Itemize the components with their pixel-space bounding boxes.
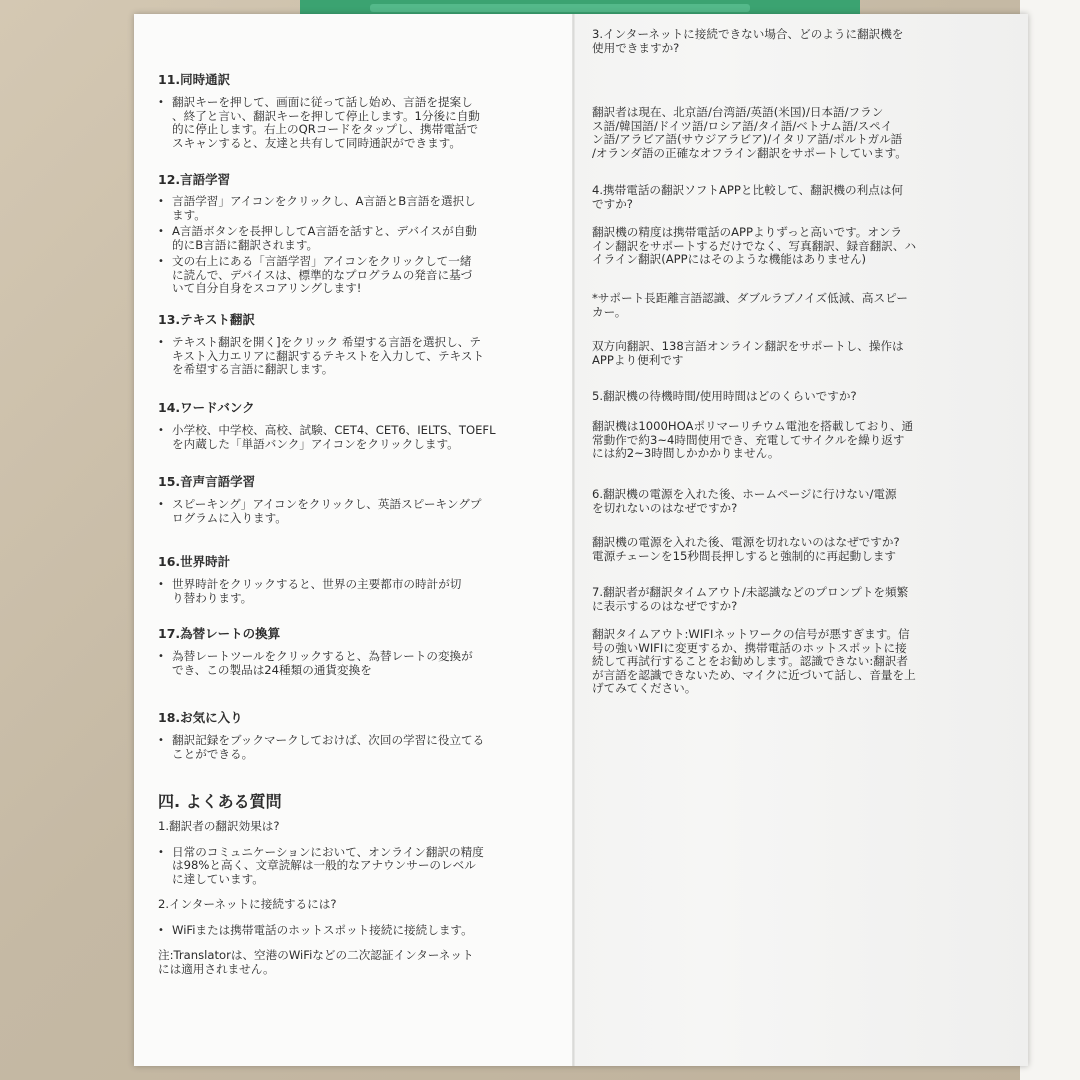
text-line: に読んで、デバイスは、標準的なプログラムの発音に基づ xyxy=(172,267,473,282)
text-line: 4.携帯電話の翻訳ソフトAPPと比較して、翻訳機の利点は何 xyxy=(592,183,903,197)
text-line: キスト入力エリアに翻訳するテキストを入力して、テキスト xyxy=(172,348,485,363)
faq-question-7 xyxy=(592,586,1012,613)
text-line: ログラムに入ります。 xyxy=(172,510,287,525)
text-line: に達しています。 xyxy=(172,871,264,886)
bullet-item xyxy=(158,255,558,296)
section-heading: 16.世界時計 xyxy=(158,554,231,569)
section-heading: 11.同時通訳 xyxy=(158,72,231,87)
bullet-item xyxy=(158,424,558,451)
text-line: が言語を認識できないため、マイクに近づいて話し、音量を上 xyxy=(592,667,916,682)
text-line: 7.翻訳者が翻訳タイムアウト/未認識などのプロンプトを頻繁 xyxy=(592,585,909,599)
faq-question-3 xyxy=(592,28,1012,55)
faq-answer-4 xyxy=(592,226,1012,267)
text-line: 翻訳機は1000HOAポリマーリチウム電池を搭載しており、通 xyxy=(592,419,914,433)
faq-question-1 xyxy=(158,820,558,834)
bullet-item xyxy=(158,924,558,938)
section-11 xyxy=(158,72,558,150)
text-line: を内蔵した「単語バンク」アイコンをクリックします。 xyxy=(172,436,459,451)
text-line: 翻訳機の電源を入れた後、電源を切れないのはなぜですか? xyxy=(592,535,900,549)
text-line: *サポート長距離言語認識、ダブルラブノイズ低減、高スピー xyxy=(592,291,908,305)
text-line: /オランダ語の正確なオフライン翻訳をサポートしています。 xyxy=(592,145,907,160)
text-line: り替わります。 xyxy=(172,590,253,605)
bullet-item xyxy=(158,96,558,150)
section-heading: 13.テキスト翻訳 xyxy=(158,312,255,327)
section-heading: 18.お気に入り xyxy=(158,710,243,725)
text-line: 号の強いWIFIに変更するか、携帯電話のホットスポットに接 xyxy=(592,640,907,655)
box-print xyxy=(370,4,750,12)
bullet-item xyxy=(158,734,558,761)
faq-note xyxy=(158,949,558,976)
bullet-item xyxy=(158,225,558,252)
bullet-item xyxy=(158,650,558,677)
section-heading: 12.言語学習 xyxy=(158,172,231,187)
text-line: を希望する言語に翻訳します。 xyxy=(172,362,334,376)
text-line: • 為替レートツールをクリックすると、為替レートの変換が xyxy=(172,649,473,663)
faq-question-5 xyxy=(592,390,1012,404)
text-line: を切れないのはなぜですか? xyxy=(592,500,738,515)
text-line: イン翻訳をサポートするだけでなく、写真翻訳、録音翻訳、ハ xyxy=(592,238,917,253)
text-line: げてみてください。 xyxy=(592,681,697,695)
section-17 xyxy=(158,626,558,677)
white-paper-edge xyxy=(1020,0,1080,1080)
text-line: ン語/アラビア語(サウジアラビア)/イタリア語/ポルトガル語 xyxy=(592,132,903,146)
leaflet-fold xyxy=(572,14,575,1066)
text-line: スキャンすると、友達と共有して同時通訳ができます。 xyxy=(172,135,461,150)
faq-section xyxy=(158,792,558,976)
manual-leaflet xyxy=(134,14,1028,1066)
text-line: • WiFiまたは携帯電話のホットスポット接続に接続します。 xyxy=(172,922,473,937)
text-line: でき、この製品は24種類の通貨変換を xyxy=(172,662,372,677)
text-line: 翻訳者は現在、北京語/台湾語/英語(米国)/日本語/フラン xyxy=(592,105,884,119)
text-line: 1.翻訳者の翻訳効果は? xyxy=(158,819,280,833)
faq-heading: 四. よくある質問 xyxy=(158,792,282,811)
section-14 xyxy=(158,400,558,451)
text-line: には適用されません。 xyxy=(158,961,275,976)
text-line: 常動作で約3~4時間使用でき、充電してサイクルを繰り返す xyxy=(592,432,905,447)
text-line: 的に停止します。右上のQRコードをタップし、携帯電話で xyxy=(172,122,479,136)
faq-answer-5 xyxy=(592,420,1012,461)
section-heading: 17.為替レートの換算 xyxy=(158,626,281,641)
text-line: • 翻訳キーを押して、画面に従って話し始め、言語を提案し xyxy=(172,95,473,109)
faq-answer-3 xyxy=(592,106,1012,160)
text-line: 3.インターネットに接続できない場合、どのように翻訳機を xyxy=(592,27,904,41)
text-line: • 文の右上にある「言語学習」アイコンをクリックして一緒 xyxy=(172,254,472,268)
text-line: カー。 xyxy=(592,304,627,319)
text-line: • 世界時計をクリックすると、世界の主要都市の時計が切 xyxy=(172,577,462,591)
bullet-item xyxy=(158,498,558,525)
text-line: 2.インターネットに接続するには? xyxy=(158,897,337,911)
text-line: • 小学校、中学校、高校、試験、CET4、CET6、IELTS、TOEFL xyxy=(172,423,496,437)
faq-question-6 xyxy=(592,488,1012,515)
text-line: • 日常のコミュニケーションにおいて、オンライン翻訳の精度 xyxy=(172,844,484,859)
section-heading: 15.音声言語学習 xyxy=(158,474,256,489)
text-line: APPより便利です xyxy=(592,352,684,367)
section-heading: 14.ワードバンク xyxy=(158,400,255,415)
section-13 xyxy=(158,312,558,377)
faq-question-4 xyxy=(592,184,1012,211)
text-line: 翻訳タイムアウト:WIFIネットワークの信号が悪すぎます。信 xyxy=(592,627,910,641)
text-line: • 翻訳記録をブックマークしておけば、次回の学習に役立てる xyxy=(172,733,485,747)
text-line: いて自分自身をスコアリングします! xyxy=(172,281,362,295)
text-line: 続して再試行することをお勧めします。認識できない:翻訳者 xyxy=(592,654,909,668)
text-line: 電源チェーンを15秒間長押しすると強制的に再起動します xyxy=(592,548,897,563)
faq-answer-4-bidirectional xyxy=(592,340,1012,367)
text-line: • 言語学習」アイコンをクリックし、A言語とB言語を選択し xyxy=(172,194,476,208)
text-line: に表示するのはなぜですか? xyxy=(592,598,738,613)
text-line: ことができる。 xyxy=(172,746,254,761)
bullet-item xyxy=(158,195,558,222)
section-15 xyxy=(158,474,558,525)
text-line: • スピーキング」アイコンをクリックし、英語スピーキングプ xyxy=(172,497,482,511)
faq-answer-7 xyxy=(592,628,1012,696)
text-line: • A言語ボタンを長押ししてA言語を話すと、デバイスが自動 xyxy=(172,224,477,238)
bullet-item xyxy=(158,336,558,377)
text-line: 5.翻訳機の待機時間/使用時間はどのくらいですか? xyxy=(592,389,857,403)
section-12 xyxy=(158,172,558,296)
section-18 xyxy=(158,710,558,761)
text-line: ます。 xyxy=(172,207,206,222)
text-line: イライン翻訳(APPにはそのような機能はありません) xyxy=(592,252,867,266)
text-line: 翻訳機の精度は携帯電話のAPPよりずっと高いです。オンラ xyxy=(592,225,903,239)
bullet-item xyxy=(158,846,558,887)
text-line: ス語/韓国語/ドイツ語/ロシア語/タイ語/ベトナム語/スペイ xyxy=(592,118,893,133)
text-line: 6.翻訳機の電源を入れた後、ホームページに行けない/電源 xyxy=(592,487,897,501)
bullet-item xyxy=(158,578,558,605)
text-line: は98%と高く、文章読解は一般的なアナウンサーのレベル xyxy=(172,858,476,872)
text-line: 、終了と言い、翻訳キーを押して停止します。1分後に自動 xyxy=(172,108,480,123)
text-line: 注:Translatorは、空港のWiFiなどの二次認証インターネット xyxy=(158,948,474,962)
text-line: 的にB言語に翻訳されます。 xyxy=(172,237,319,252)
faq-answer-6 xyxy=(592,536,1012,563)
text-line: ですか? xyxy=(592,196,633,211)
text-line: には約2~3時間しかかかりません。 xyxy=(592,446,780,460)
text-line: • テキスト翻訳を開く]をクリック 希望する言語を選択し、テ xyxy=(172,335,481,349)
faq-answer-4-support xyxy=(592,292,1012,319)
section-16 xyxy=(158,554,558,605)
faq-question-2 xyxy=(158,898,558,912)
text-line: 使用できますか? xyxy=(592,40,680,55)
text-line: 双方向翻訳、138言語オンライン翻訳をサポートし、操作は xyxy=(592,339,904,353)
